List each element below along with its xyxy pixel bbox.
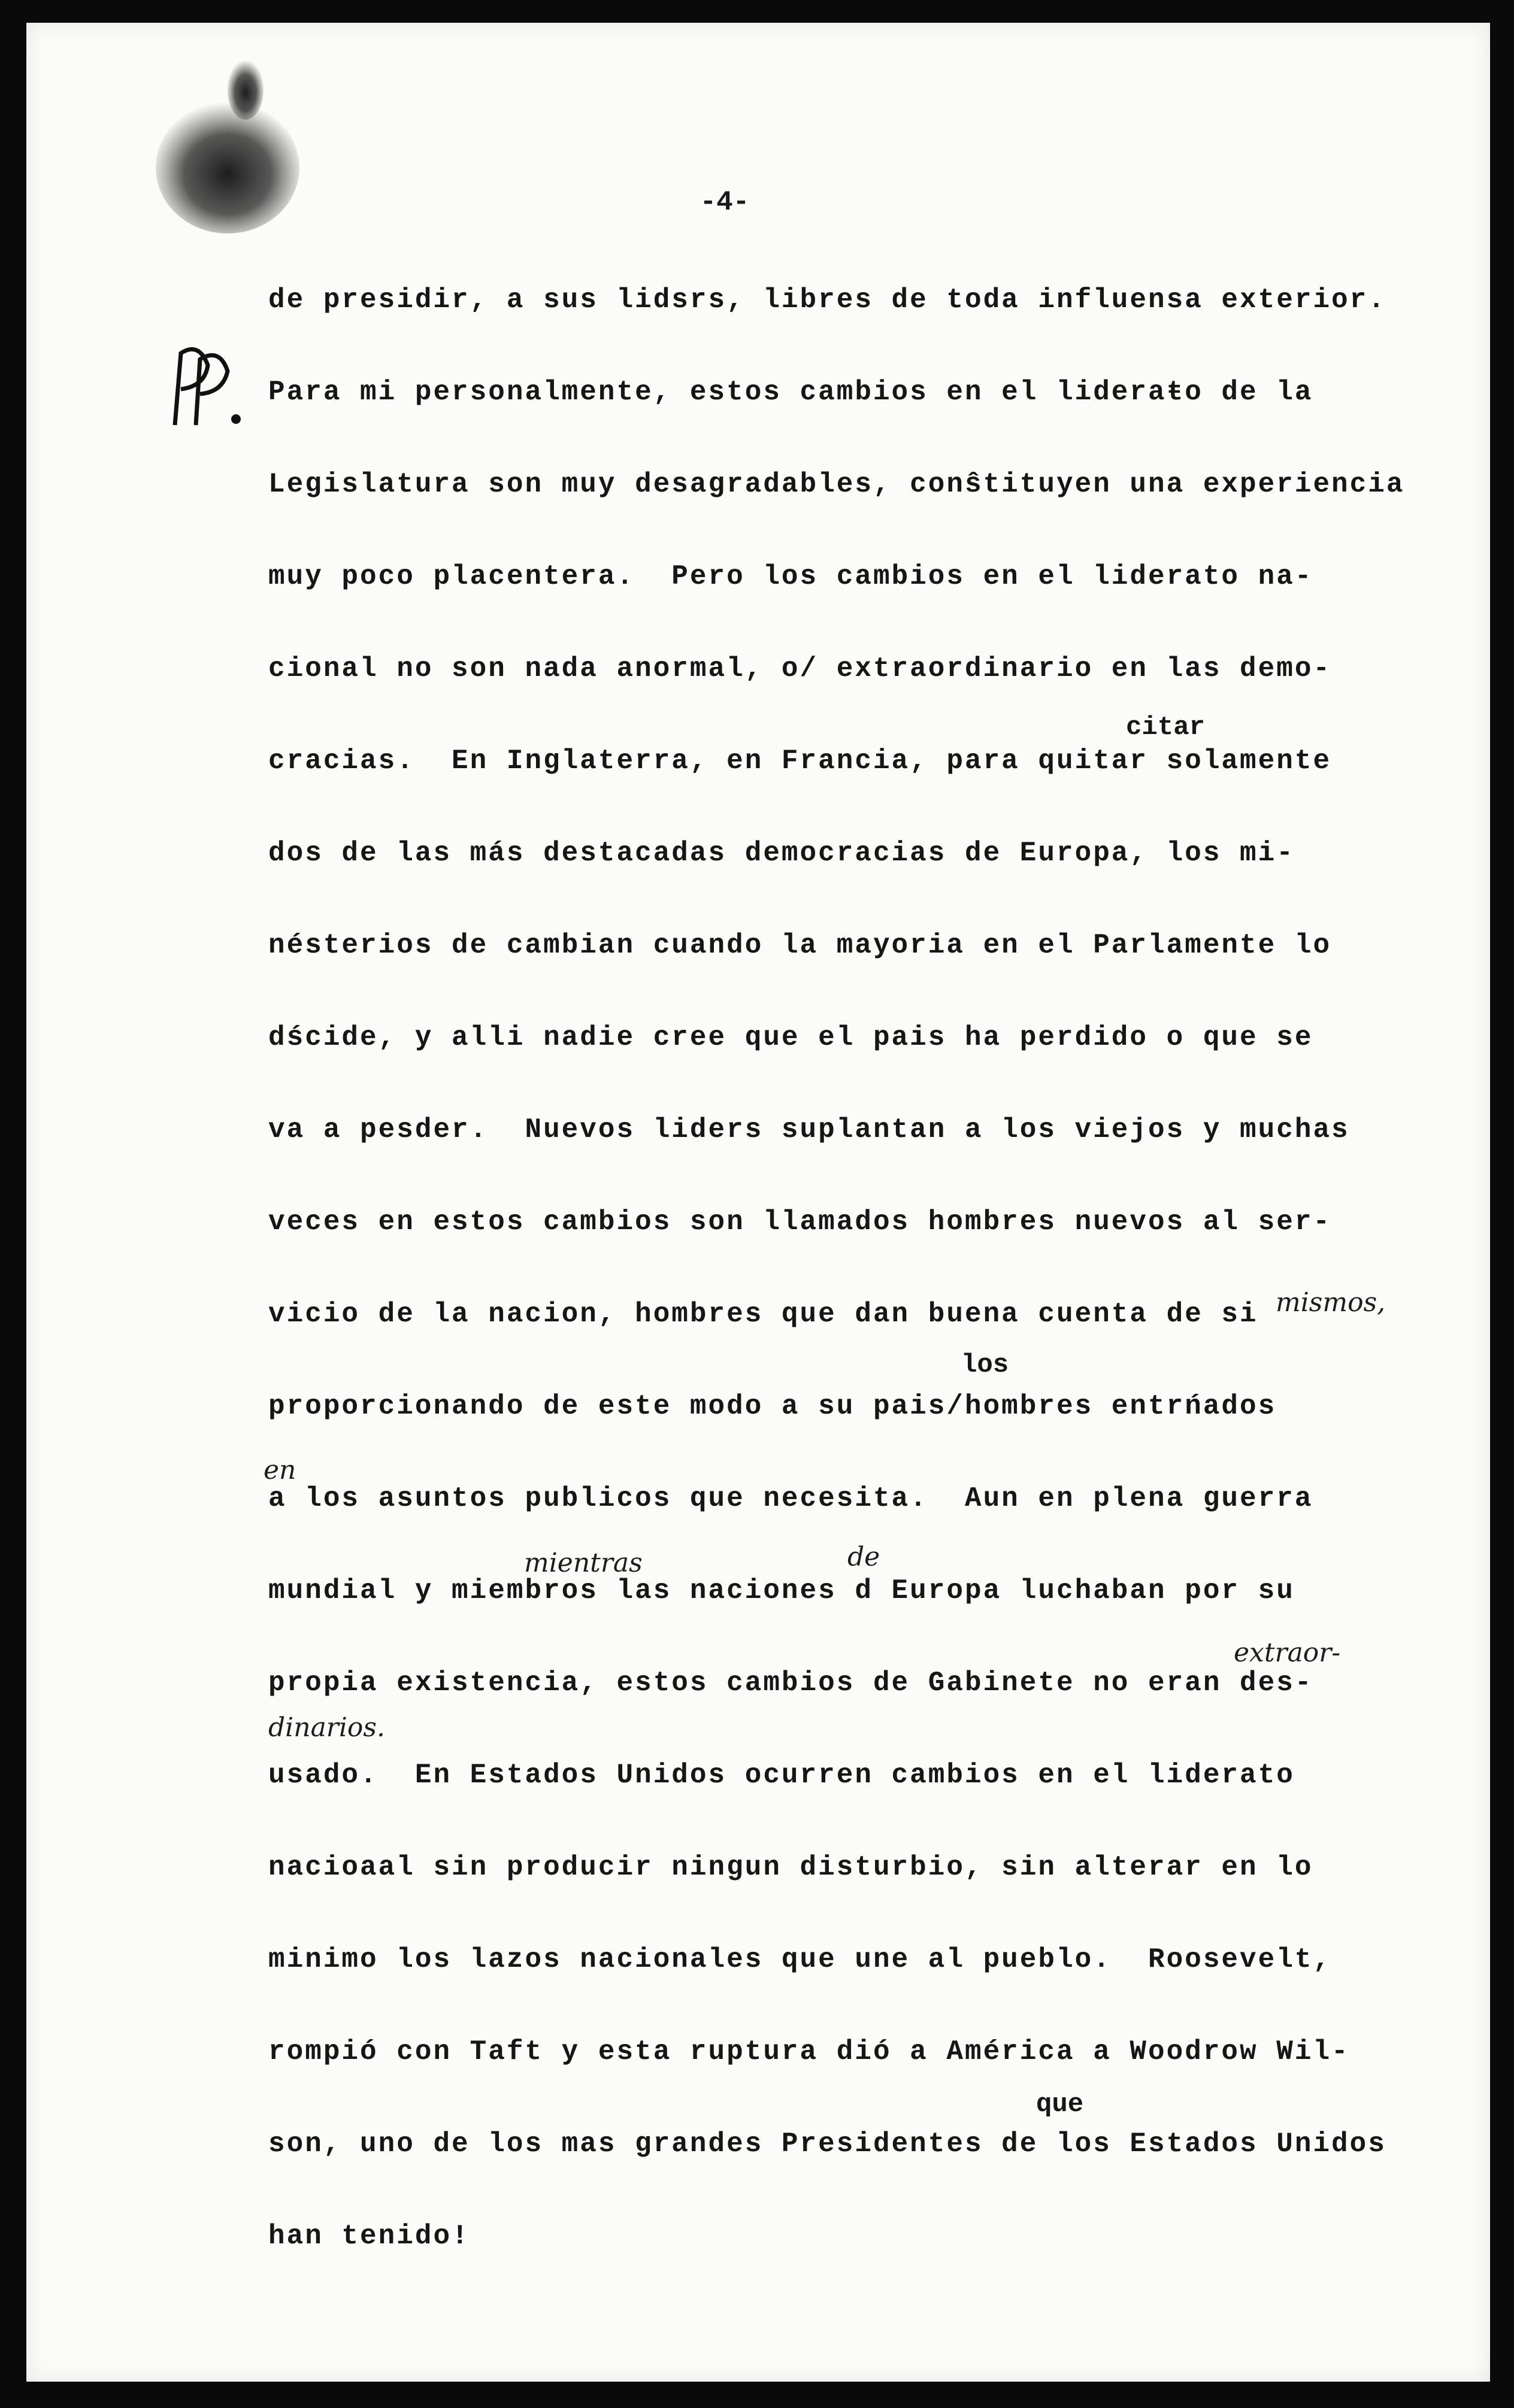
text-line-11: veces en estos cambios son llamados hombres nuevos al ser-: [268, 1206, 1332, 1238]
text-line-22: han tenido!: [268, 2221, 470, 2252]
text-line-4: muy poco placentera. Pero los cambios en el liderato na-: [268, 561, 1313, 592]
text-line-14: a los asuntos publicos que necesita. Aun en plena guerra: [268, 1483, 1313, 1514]
text-line-12: vicio de la nacion, hombres que dan buena cuenta de si: [268, 1299, 1258, 1330]
text-line-9: dścide, y alli nadie cree que el pais ha perdido o que se: [268, 1022, 1313, 1053]
text-line-18: nacioaal sin producir ningun disturbio, sin alterar en lo: [268, 1852, 1313, 1883]
handwritten-en: en: [264, 1455, 296, 1485]
text-line-10: va a pesder. Nuevos liders suplantan a los viejos y muchas: [268, 1114, 1350, 1145]
insertion-que: que: [1036, 2089, 1084, 2119]
handwritten-dinarios: dinarios.: [268, 1712, 385, 1743]
text-line-17: usado. En Estados Unidos ocurren cambios en el liderato: [268, 1760, 1295, 1791]
handwritten-initials: [163, 335, 247, 437]
text-line-2: Para mi personalmente, estos cambios en el lideraŧo de la: [268, 377, 1313, 408]
text-line-5: cional no son nada anormal, o/ extraordinario en las demo-: [268, 653, 1332, 684]
handwritten-extraor: extraor-: [1234, 1637, 1341, 1668]
insertion-los: los: [961, 1350, 1009, 1380]
ink-smudge: [138, 54, 317, 251]
page-number: -4-: [700, 187, 750, 218]
handwritten-mismos: mismos,: [1276, 1287, 1386, 1318]
text-line-1: de presidir, a sus lidsrs, libres de toda influensa exterior.: [268, 284, 1386, 316]
text-line-6: cracias. En Inglaterra, en Francia, para quitar solamente: [268, 745, 1332, 777]
text-line-7: dos de las más destacadas democracias de Europa, los mi-: [268, 838, 1295, 869]
text-line-16: propia existencia, estos cambios de Gabinete no eran des-: [268, 1667, 1313, 1699]
text-line-21: son, uno de los mas grandes Presidentes de los Estados Unidos: [268, 2128, 1386, 2160]
insertion-citar: citar: [1126, 712, 1206, 742]
text-line-20: rompió con Taft y esta ruptura dió a América a Woodrow Wil-: [268, 2036, 1350, 2067]
text-line-8: nésterios de cambian cuando la mayoria en el Parlamente lo: [268, 930, 1332, 961]
text-line-19: minimo los lazos nacionales que une al pueblo. Roosevelt,: [268, 1944, 1332, 1975]
handwritten-mientras: mientras: [524, 1548, 643, 1578]
text-line-13: proporcionando de este modo a su pais/hombres entrńados: [268, 1391, 1277, 1422]
handwritten-de: de: [847, 1542, 880, 1572]
text-line-15: mundial y miembros las naciones d Europa luchaban por su: [268, 1575, 1295, 1606]
text-line-3: Legislatura son muy desagradables, conŝtituyen una experiencia: [268, 469, 1405, 500]
